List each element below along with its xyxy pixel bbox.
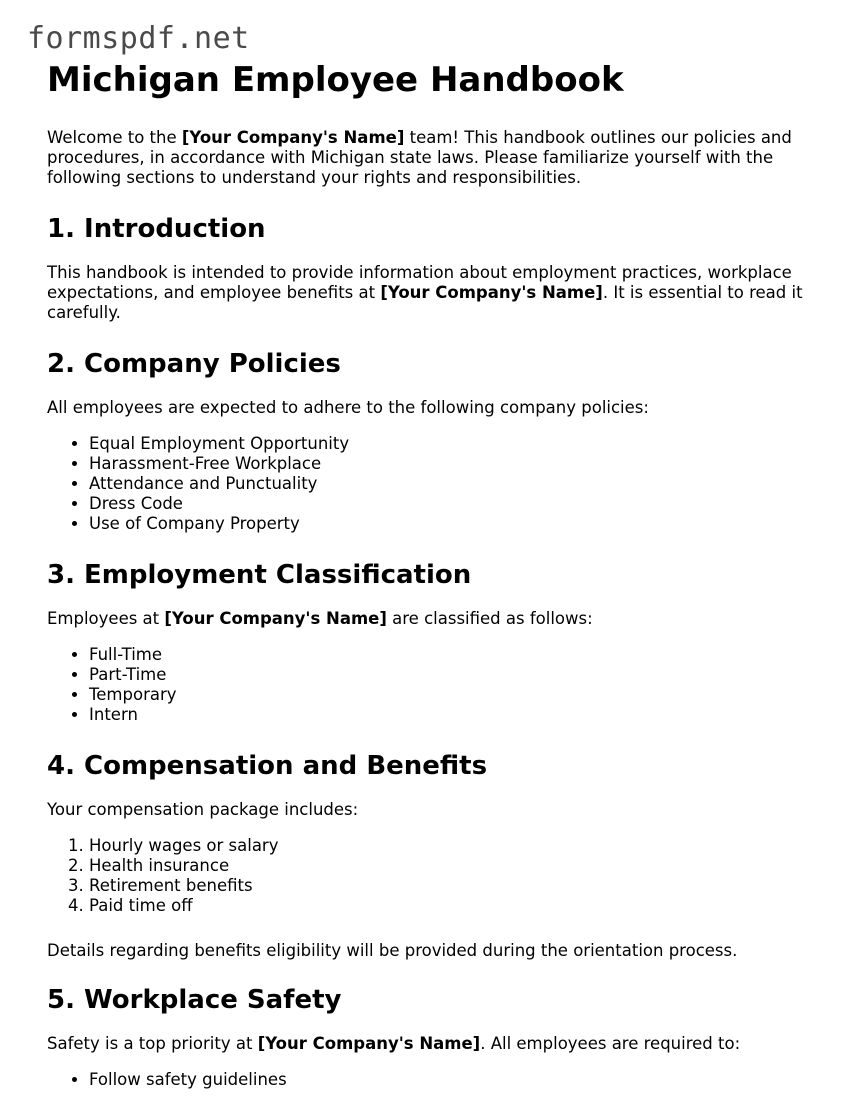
classification-list [47, 645, 817, 725]
welcome-paragraph [47, 128, 817, 188]
compensation-intro: Your compensation package includes: [47, 800, 359, 819]
welcome-text-before: Welcome to the [47, 128, 182, 147]
list-item: • Use of Company Property [89, 514, 817, 534]
safety-intro [47, 1034, 817, 1054]
section-heading-introduction: 1. Introduction [47, 214, 266, 244]
policies-intro: All employees are expected to adhere to the following company policies: [47, 398, 649, 417]
classification-text-after: are classified as follows: [386, 609, 593, 628]
list-item: • Harassment-Free Workplace [89, 454, 817, 474]
company-name-placeholder: [Your Company's Name] [257, 1034, 481, 1053]
company-name-placeholder: [Your Company's Name] [181, 128, 405, 147]
safety-text-after: . All employees are required to: [480, 1034, 741, 1053]
introduction-text-before: This handbook is intended to provide information about employment practices, workplace expectations, and employee benefits at [47, 263, 792, 302]
list-item: • Dress Code [89, 494, 817, 514]
list-item: • Equal Employment Opportunity [89, 434, 817, 454]
introduction-text-after: . It is essential to read it carefully. [47, 283, 803, 322]
section-heading-safety: 5. Workplace Safety [47, 985, 342, 1015]
compensation-list [47, 836, 817, 916]
introduction-paragraph [47, 263, 817, 323]
safety-text-before: Safety is a top priority at [47, 1034, 258, 1053]
list-item: • Follow safety guidelines [89, 1070, 817, 1090]
document-page [47, 58, 817, 1115]
list-item: • Temporary [89, 685, 817, 705]
compensation-note: Details regarding benefits eligibility will be provided during the orientation process. [47, 941, 738, 960]
company-name-placeholder: [Your Company's Name] [164, 609, 387, 628]
policies-list [47, 434, 817, 534]
list-item: 3. Retirement benefits [89, 876, 817, 896]
list-item: 4. Paid time off [89, 896, 817, 916]
section-heading-compensation: 4. Compensation and Benefits [47, 751, 488, 781]
welcome-text-after: team! This handbook outlines our policies and procedures, in accordance with Michigan state laws. Please familiarize yourself with the following sections to understand your rights and responsibilities. [47, 128, 792, 187]
list-item: 2. Health insurance [89, 856, 817, 876]
page-title: Michigan Employee Handbook [47, 60, 624, 100]
list-item: 1. Hourly wages or salary [89, 836, 817, 856]
list-item: • Attendance and Punctuality [89, 474, 817, 494]
safety-list [47, 1070, 817, 1090]
section-heading-classification: 3. Employment Classification [47, 560, 472, 590]
classification-intro [47, 609, 817, 629]
classification-text-before: Employees at [47, 609, 165, 628]
company-name-placeholder: [Your Company's Name] [380, 283, 603, 302]
list-item: • Part-Time [89, 665, 817, 685]
list-item: • Intern [89, 705, 817, 725]
watermark: formspdf.net [27, 21, 250, 56]
section-heading-policies: 2. Company Policies [47, 349, 341, 379]
list-item: • Full-Time [89, 645, 817, 665]
